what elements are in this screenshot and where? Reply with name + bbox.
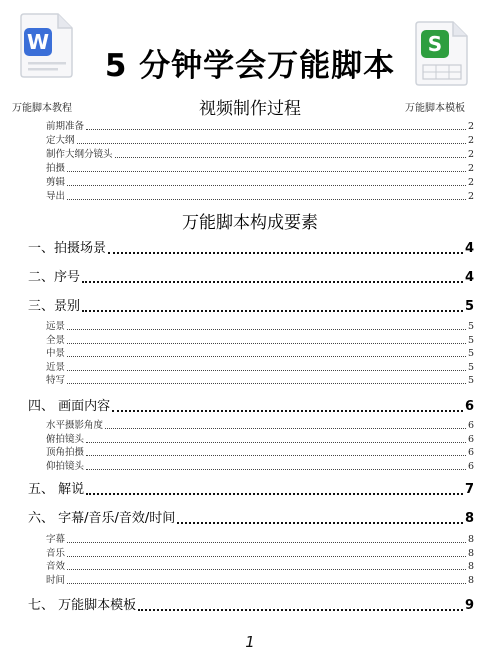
dot-leader [67,556,466,557]
toc-entry-label: 二、序号 [28,270,81,285]
toc-entry-page-number: 8 [464,511,474,526]
toc-entry-page-number: 2 [467,121,474,132]
spreadsheet-document-icon[interactable] [413,18,471,88]
dot-leader [67,569,466,570]
toc-entry-label: 拍摄 [46,163,66,174]
dot-leader [86,493,463,495]
dot-leader [112,410,463,412]
toc-entry-label: 剪辑 [46,177,66,188]
dot-leader [67,343,466,344]
dot-leader [67,383,466,384]
toc-entry-page-number: 6 [464,399,474,414]
toc-entry-label: 六、 字幕/音乐/音效/时间 [28,511,176,526]
toc-entry-page-number: 8 [467,534,474,545]
toc-row[interactable] [46,460,474,473]
dot-leader [67,583,466,584]
section-heading-elements: 万能脚本构成要素 [182,213,318,233]
toc-entry-label: 仰拍镜头 [46,460,85,472]
toc-entry-label: 顶角拍摄 [46,447,85,458]
toc-row[interactable] [46,419,474,432]
left-icon-caption[interactable]: 万能脚本教程 [12,103,72,114]
toc-chapter-row[interactable] [28,398,474,416]
dot-leader [105,428,466,429]
toc-entry-label: 四、 画面内容 [28,399,111,414]
toc-entry-page-number: 2 [467,177,474,188]
toc-row[interactable] [46,560,474,573]
word-icon-letter: W [26,30,50,54]
spreadsheet-icon-letter: S [427,32,443,56]
toc-chapter-row[interactable] [28,481,474,499]
toc-entry-label: 水平摄影角度 [46,420,104,431]
toc-row[interactable] [46,347,474,360]
toc-entry-page-number: 5 [467,361,474,373]
dot-leader [86,469,466,470]
dot-leader [86,455,466,456]
toc-row[interactable] [46,176,474,189]
toc-entry-label: 远景 [46,321,66,332]
toc-chapter-row[interactable] [28,298,474,316]
dot-leader [82,281,463,283]
right-icon-caption[interactable]: 万能脚本模板 [405,103,465,114]
toc-row[interactable] [46,374,474,387]
toc-entry-page-number: 4 [464,241,474,256]
toc-row[interactable] [46,433,474,446]
toc-entry-label: 音效 [46,561,66,572]
dot-leader [67,185,466,186]
toc-entry-page-number: 8 [467,561,474,572]
toc-entry-label: 导出 [46,191,66,202]
toc-entry-label: 音乐 [46,547,66,559]
toc-row[interactable] [46,120,474,133]
toc-entry-page-number: 2 [467,191,474,202]
toc-entry-label: 中景 [46,348,66,359]
toc-entry-label: 时间 [46,574,66,586]
toc-entry-page-number: 8 [467,574,474,586]
page-number: 1 [245,633,255,651]
toc-entry-page-number: 9 [464,598,474,613]
dot-leader [67,370,466,371]
toc-entry-label: 五、 解说 [28,482,85,497]
toc-entry-page-number: 6 [467,447,474,458]
dot-leader [67,329,466,330]
toc-entry-page-number: 5 [467,321,474,332]
toc-entry-label: 一、拍摄场景 [28,241,107,256]
toc-entry-page-number: 6 [467,433,474,445]
dot-leader [86,129,466,130]
toc-entry-label: 定大纲 [46,135,75,146]
toc-entry-page-number: 8 [467,547,474,559]
toc-entry-page-number: 4 [464,270,474,285]
toc-entry-label: 特写 [46,375,66,386]
section-heading-process: 视频制作过程 [199,99,301,119]
dot-leader [108,252,463,254]
toc-chapter-row[interactable] [28,597,474,615]
toc-row[interactable] [46,334,474,347]
toc-entry-page-number: 6 [467,460,474,472]
toc-row[interactable] [46,148,474,161]
toc-entry-label: 近景 [46,361,66,373]
page-title: 5 分钟学会万能脚本 [104,48,396,84]
toc-row[interactable] [46,446,474,459]
toc-row[interactable] [46,361,474,374]
toc-chapter-row[interactable] [28,510,474,528]
toc-entry-page-number: 2 [467,149,474,160]
toc-entry-page-number: 6 [467,420,474,431]
toc-entry-page-number: 5 [467,375,474,386]
toc-row[interactable] [46,190,474,203]
dot-leader [67,542,466,543]
dot-leader [86,442,466,443]
dot-leader [138,609,463,611]
dot-leader [67,199,466,200]
toc-row[interactable] [46,533,474,546]
toc-entry-page-number: 2 [467,135,474,146]
toc-row[interactable] [46,547,474,560]
toc-entry-page-number: 5 [467,348,474,359]
toc-entry-label: 七、 万能脚本模板 [28,598,137,613]
toc-entry-label: 前期准备 [46,121,85,132]
toc-entry-page-number: 2 [467,163,474,174]
dot-leader [115,157,466,158]
toc-entry-page-number: 7 [464,482,474,497]
toc-entry-label: 俯拍镜头 [46,433,85,445]
dot-leader [82,310,463,312]
toc-row[interactable] [46,320,474,333]
toc-chapter-row[interactable] [28,240,474,258]
toc-row[interactable] [46,162,474,175]
toc-entry-label: 制作大纲分镜头 [46,149,113,160]
dot-leader [67,171,466,172]
toc-entry-page-number: 5 [467,334,474,346]
toc-row[interactable] [46,134,474,147]
dot-leader [77,143,466,144]
toc-row[interactable] [46,574,474,587]
toc-entry-page-number: 5 [464,299,474,314]
toc-entry-label: 全景 [46,334,66,346]
toc-chapter-row[interactable] [28,269,474,287]
dot-leader [67,356,466,357]
toc-entry-label: 字幕 [46,534,66,545]
dot-leader [177,522,463,524]
toc-entry-label: 三、景别 [28,299,81,314]
